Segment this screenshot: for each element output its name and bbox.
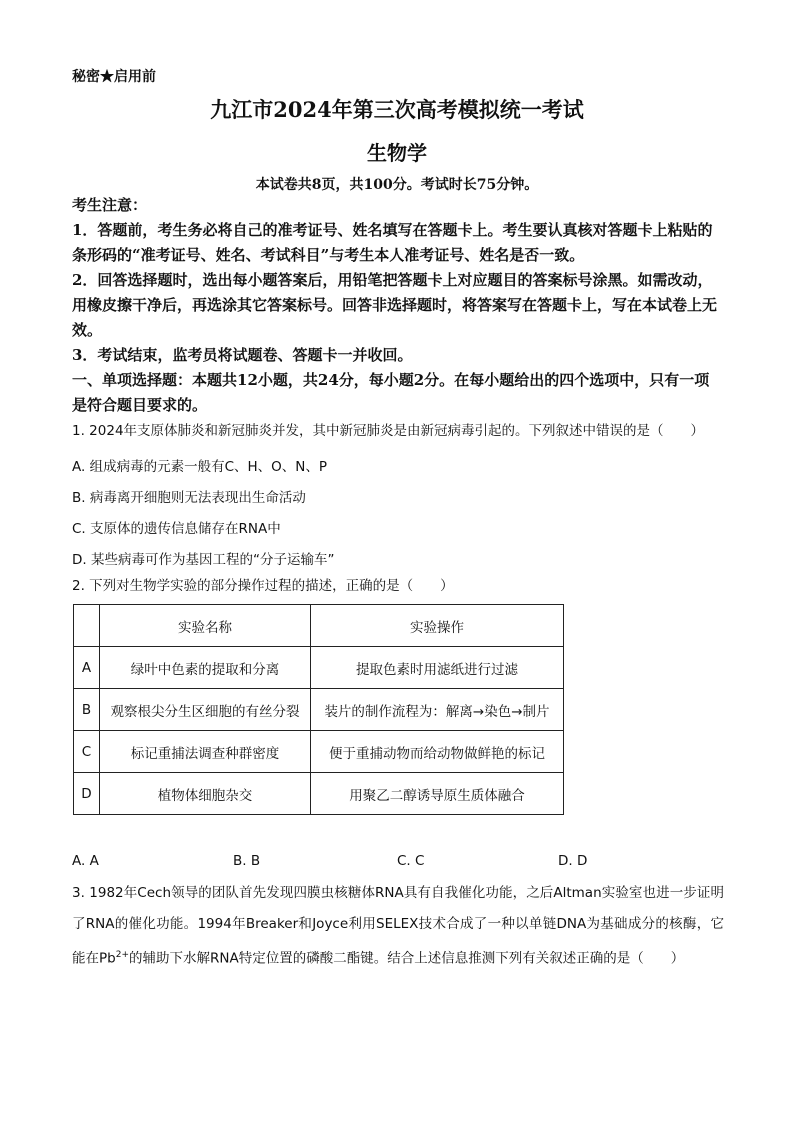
question-1-option-b: B. 病毒离开细胞则无法表现出生命活动 [72,490,306,506]
table-cell: D [74,773,100,815]
table-header-cell: 实验名称 [100,605,311,647]
question-3-text-part1: 3. 1982年Cech领导的团队首先发现四膜虫核糖体RNA具有自我催化功能，之后Altman实验室也进一步证明了RNA的催化功能。1994年Breaker和Joyce利用SELEX技术合成了一种以单链DNA为基础成分的核酶，它能在Pb [72,885,724,967]
table-header-cell [74,605,100,647]
table-header-cell: 实验操作 [311,605,564,647]
exam-info: 本试卷共8页，共100分。考试时长75分钟。 [255,177,539,193]
confidential-mark: 秘密★启用前 [72,69,156,85]
table-row [74,731,564,773]
notice-item-3: 3．考试结束，监考员将试题卷、答题卡一并收回。 [72,346,413,364]
question-2-stem: 2. 下列对生物学实验的部分操作过程的描述，正确的是（ ） [72,578,454,594]
question-2-answer-a: A. A [72,853,99,869]
notice-item-1: 1．答题前，考生务必将自己的准考证号、姓名填写在答题卡上。考生要认真核对答题卡上粘贴的条形码的“准考证号、姓名、考试科目”与考生本人准考证号、姓名是否一致。 [72,221,713,264]
table-cell: 用聚乙二醇诱导原生质体融合 [311,773,564,815]
question-1-option-c: C. 支原体的遗传信息储存在RNA中 [72,521,281,537]
table-row [74,647,564,689]
table-cell: 标记重捕法调查种群密度 [100,731,311,773]
question-3-stem [72,878,724,975]
subject-title: 生物学 [367,141,427,165]
notice-item-2: 2．回答选择题时，选出每小题答案后，用铅笔把答题卡上对应题目的答案标号涂黑。如需改动，用橡皮擦干净后，再选涂其它答案标号。回答非选择题时，将答案写在答题卡上，写在本试卷上无效。 [72,271,718,339]
exam-title: 九江市2024年第三次高考模拟统一考试 [210,97,584,122]
experiment-table [73,604,564,815]
question-2-answer-d: D. D [558,853,588,869]
question-2-answer-c: C. C [397,853,425,869]
question-1-option-d: D. 某些病毒可作为基因工程的“分子运输车” [72,552,335,568]
table-cell: A [74,647,100,689]
table-cell: 便于重捕动物而给动物做鲜艳的标记 [311,731,564,773]
question-3-text-part2: 的辅助下水解RNA特定位置的磷酸二酯键。结合上述信息推测下列有关叙述正确的是（ ） [129,950,685,967]
table-cell: B [74,689,100,731]
question-2-answer-b: B. B [233,853,261,869]
section-heading: 一、单项选择题：本题共12小题，共24分，每小题2分。在每小题给出的四个选项中，只有一项是符合题目要求的。 [72,371,710,414]
table-cell: 装片的制作流程为：解离→染色→制片 [311,689,564,731]
table-cell: 植物体细胞杂交 [100,773,311,815]
table-header-row [74,605,564,647]
table-cell: C [74,731,100,773]
table-cell: 提取色素时用滤纸进行过滤 [311,647,564,689]
question-1-option-a: A. 组成病毒的元素一般有C、H、O、N、P [72,459,328,475]
table-cell: 绿叶中色素的提取和分离 [100,647,311,689]
table-row [74,689,564,731]
lead-ion-charge: 2+ [115,950,129,960]
table-cell: 观察根尖分生区细胞的有丝分裂 [100,689,311,731]
question-1-stem: 1. 2024年支原体肺炎和新冠肺炎并发，其中新冠肺炎是由新冠病毒引起的。下列叙述中错误的是（ ） [72,423,705,439]
notice-heading: 考生注意： [72,196,148,214]
table-row [74,773,564,815]
